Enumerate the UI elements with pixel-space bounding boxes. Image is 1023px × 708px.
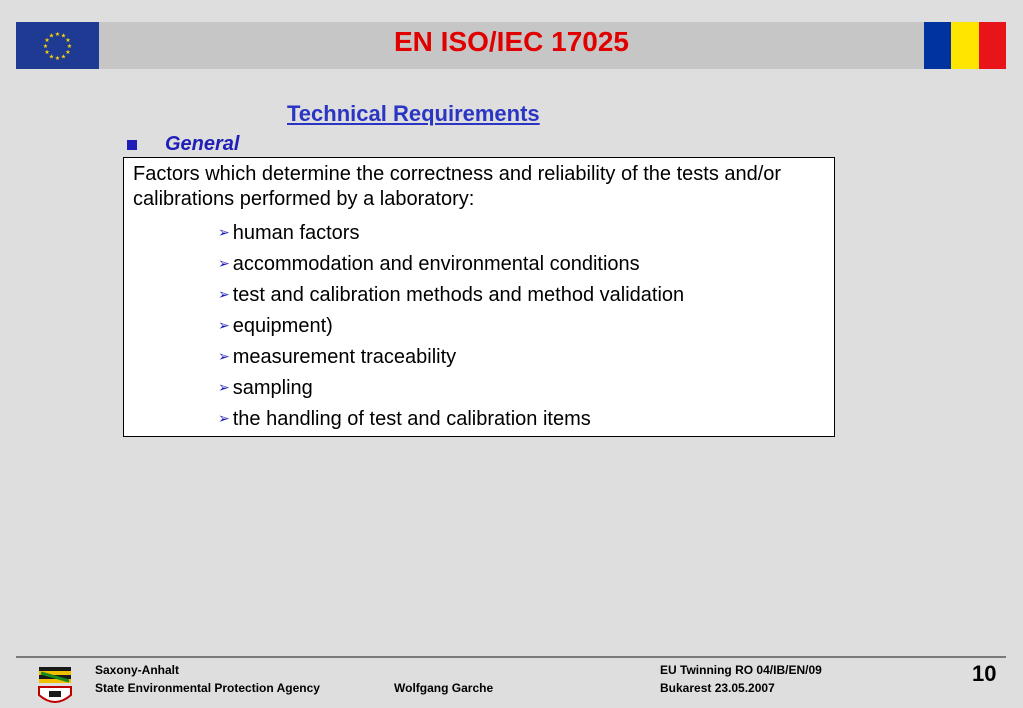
footer-project: EU Twinning RO 04/IB/EN/09: [660, 663, 822, 677]
list-item: ➢ human factors: [218, 222, 360, 244]
svg-text:★: ★: [54, 31, 61, 38]
intro-text: Factors which determine the correctness and reliability of the tests and/or calibrations performed by a laboratory:: [133, 163, 782, 210]
arrow-bullet-icon: ➢: [218, 379, 230, 395]
list-item: ➢ measurement traceability: [218, 346, 457, 368]
list-item: ➢ test and calibration methods and method validation: [218, 284, 685, 306]
subheading: General: [165, 133, 240, 155]
footer-org-name: Saxony-Anhalt: [95, 663, 180, 677]
list-item: ➢ sampling: [218, 377, 313, 399]
svg-text:★: ★: [60, 32, 67, 40]
arrow-bullet-icon: ➢: [218, 317, 230, 333]
footer-divider: [16, 656, 1006, 658]
factor-list: [218, 218, 684, 435]
svg-text:★: ★: [66, 43, 73, 50]
slide-title: EN ISO/IEC 17025: [393, 26, 629, 57]
arrow-bullet-icon: ➢: [218, 224, 230, 240]
section-heading: Technical Requirements: [287, 101, 540, 126]
svg-text:★: ★: [44, 49, 50, 56]
footer-author: Wolfgang Garche: [394, 681, 494, 695]
page-number: 10: [972, 661, 997, 686]
svg-text:★: ★: [44, 37, 50, 44]
square-bullet-icon: [127, 140, 137, 150]
arrow-bullet-icon: ➢: [218, 348, 230, 364]
footer-agency: State Environmental Protection Agency: [95, 681, 320, 695]
arrow-bullet-icon: ➢: [218, 255, 230, 271]
svg-text:★: ★: [54, 55, 61, 62]
svg-text:★: ★: [48, 32, 55, 40]
svg-text:★: ★: [65, 37, 71, 44]
svg-text:★: ★: [48, 53, 55, 61]
content-box: [123, 157, 835, 437]
svg-text:★: ★: [60, 53, 67, 61]
svg-text:★: ★: [42, 43, 49, 50]
footer-place-date: Bukarest 23.05.2007: [660, 681, 775, 695]
arrow-bullet-icon: ➢: [218, 286, 230, 302]
list-item: ➢ equipment): [218, 315, 333, 337]
list-item: ➢ the handling of test and calibration items: [218, 408, 591, 430]
arrow-bullet-icon: ➢: [218, 410, 230, 426]
saxony-anhalt-crest-icon: [38, 667, 72, 708]
svg-text:★: ★: [65, 49, 71, 56]
list-item: ➢ accommodation and environmental conditions: [218, 253, 640, 275]
